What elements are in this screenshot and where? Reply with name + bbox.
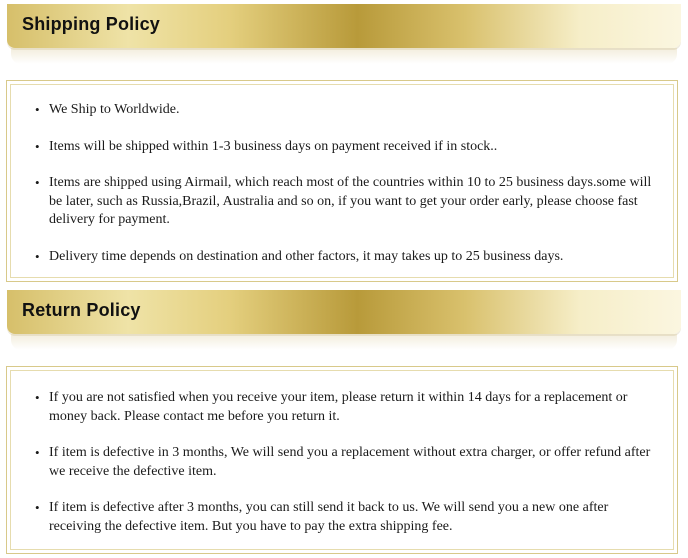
return-policy-item: • If item is defective after 3 months, you can still send it back to us. We will send you a new one after receiving the defective item. But you have to pay the extra shipping fee. <box>49 499 663 536</box>
shipping-policy-item: • We Ship to Worldwide. <box>49 101 663 120</box>
shipping-policy-panel <box>6 80 678 282</box>
return-policy-item: • If item is defective in 3 months, We will send you a replacement without extra charger, or offer refund after we receive the defective item. <box>49 444 663 481</box>
shipping-policy-item: • Items are shipped using Airmail, which reach most of the countries within 10 to 25 business days.some will be later, such as Russia,Brazil, Australia and so on, if you want to get your order early, please choose fast delivery for payment. <box>49 174 663 230</box>
return-policy-item: • If you are not satisfied when you receive your item, please return it within 14 days for a replacement or money back. Please contact me before you return it. <box>49 389 663 426</box>
shipping-policy-banner <box>7 4 681 48</box>
shipping-policy-title: Shipping Policy <box>22 14 161 34</box>
return-policy-title: Return Policy <box>22 300 141 320</box>
return-policy-list <box>7 389 677 554</box>
shipping-policy-item: • Delivery time depends on destination and other factors, it may takes up to 25 business days. <box>49 248 663 267</box>
shipping-policy-list <box>7 101 677 284</box>
shipping-policy-item: • Items will be shipped within 1-3 business days on payment received if in stock.. <box>49 138 663 157</box>
return-policy-banner <box>7 290 681 334</box>
return-policy-panel <box>6 366 678 554</box>
